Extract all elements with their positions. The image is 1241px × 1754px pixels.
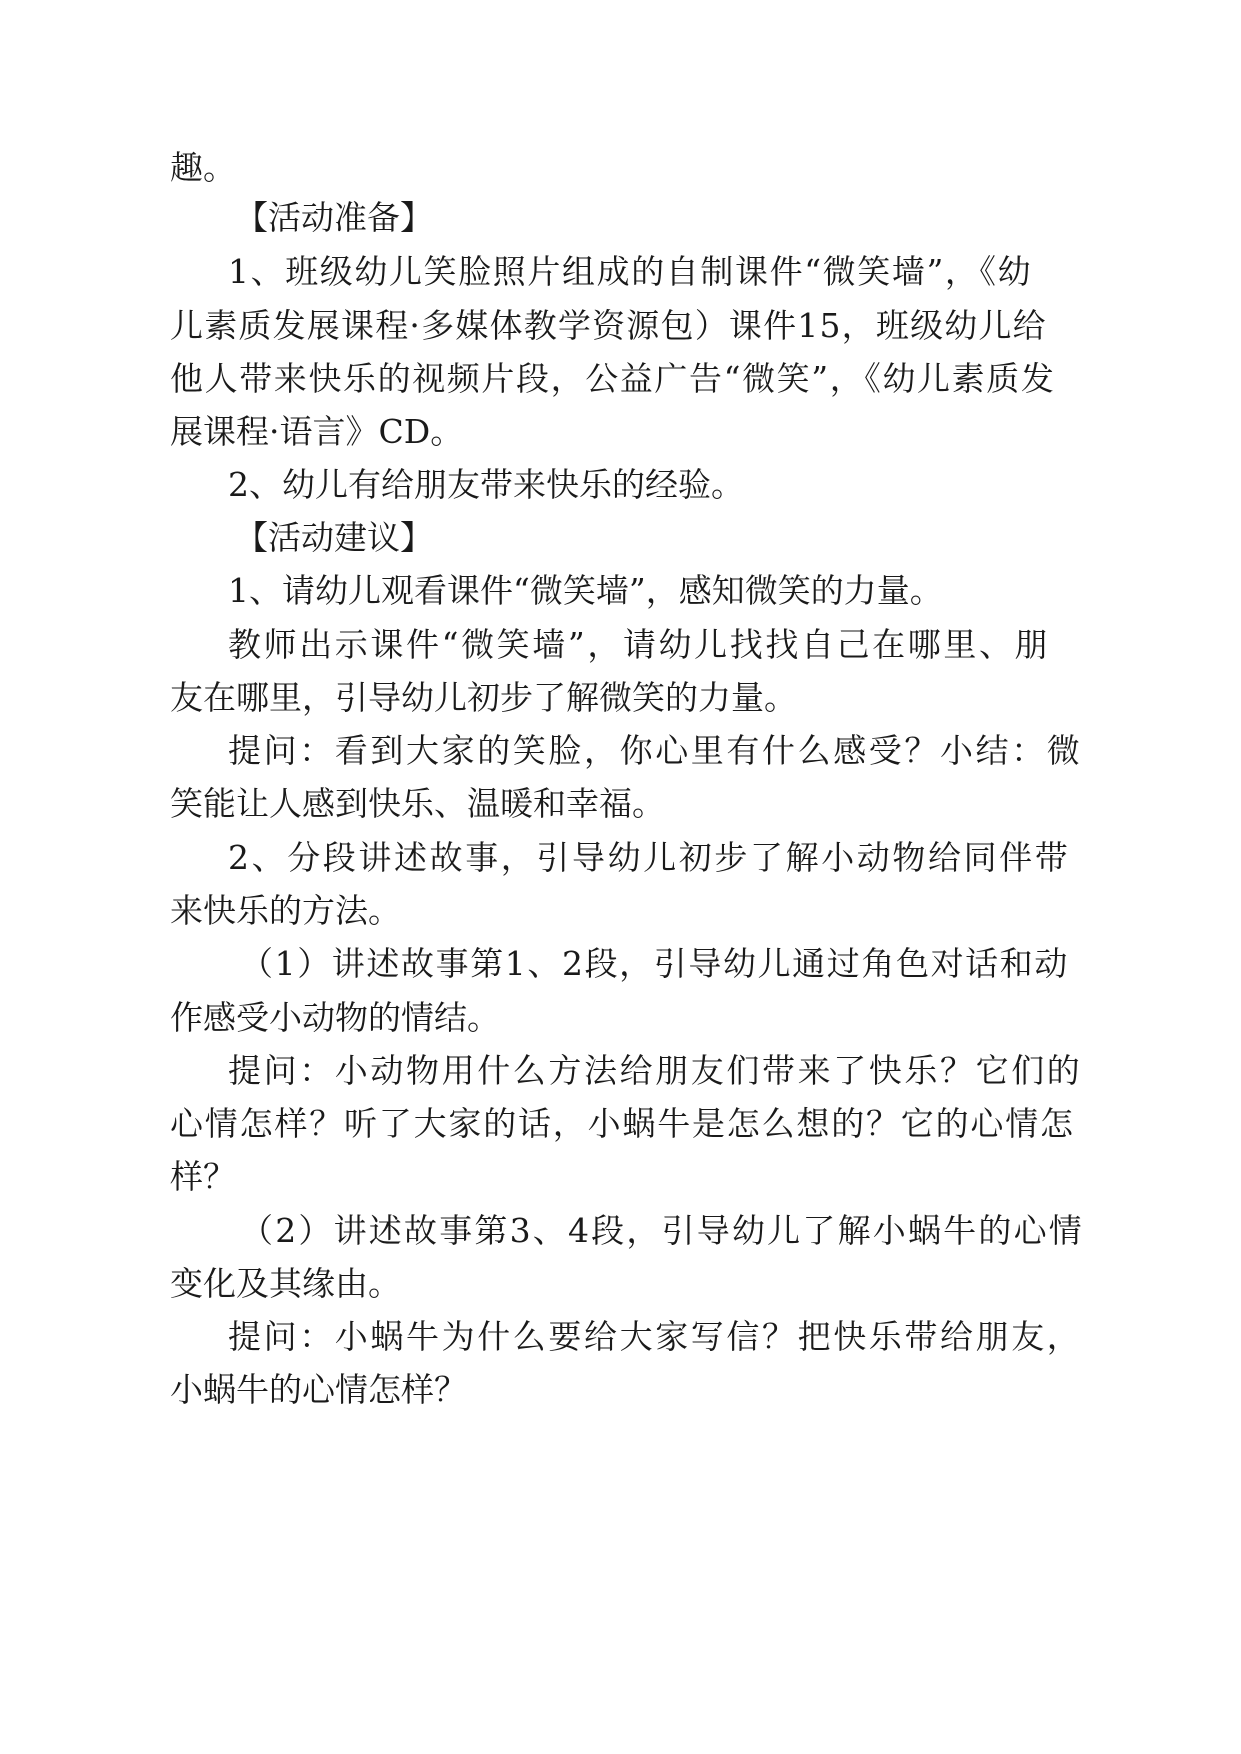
paragraph-line: 1、班级幼儿笑脸照片组成的自制课件“微笑墙”，《幼 (228, 252, 1033, 291)
paragraph-line: 提问：小动物用什么方法给朋友们带来了快乐？它们的 (228, 1051, 1083, 1090)
paragraph-line: 来快乐的方法。 (170, 891, 401, 930)
paragraph-line: 小蜗牛的心情怎样？ (170, 1370, 467, 1409)
paragraph-line: 笑能让人感到快乐、温暖和幸福。 (170, 784, 665, 823)
paragraph-line: （1）讲述故事第1、2段，引导幼儿通过角色对话和动 (240, 944, 1069, 983)
paragraph-line: 心情怎样？听了大家的话，小蜗牛是怎么想的？它的心情怎 (170, 1104, 1075, 1143)
paragraph-line: 2、分段讲述故事，引导幼儿初步了解小动物给同伴带 (228, 838, 1071, 877)
paragraph-line: 儿素质发展课程·多媒体教学资源包）课件15，班级幼儿给 (170, 306, 1047, 345)
paragraph-line: 样？ (170, 1157, 236, 1196)
section-heading: 【活动建议】 (235, 518, 433, 557)
paragraph-line: 提问：看到大家的笑脸，你心里有什么感受？小结：微 (228, 731, 1083, 770)
paragraph-line: 教师出示课件“微笑墙”，请幼儿找找自己在哪里、朋 (228, 625, 1051, 664)
paragraph-line: 提问：小蜗牛为什么要给大家写信？把快乐带给朋友， (228, 1317, 1083, 1356)
paragraph-line: 1、请幼儿观看课件“微笑墙”，感知微笑的力量。 (228, 571, 943, 610)
paragraph-line: 2、幼儿有给朋友带来快乐的经验。 (228, 465, 744, 504)
paragraph-line: 作感受小动物的情结。 (170, 998, 500, 1037)
paragraph-line: 他人带来快乐的视频片段，公益广告“微笑”，《幼儿素质发 (170, 359, 1056, 398)
paragraph-line: 展课程·语言》CD。 (170, 412, 464, 451)
paragraph-line: 变化及其缘由。 (170, 1264, 401, 1303)
paragraph-line: （2）讲述故事第3、4段，引导幼儿了解小蜗牛的心情 (240, 1211, 1084, 1250)
section-heading: 【活动准备】 (235, 198, 433, 237)
paragraph-line: 友在哪里，引导幼儿初步了解微笑的力量。 (170, 678, 797, 717)
paragraph-line: 趣。 (170, 148, 236, 187)
